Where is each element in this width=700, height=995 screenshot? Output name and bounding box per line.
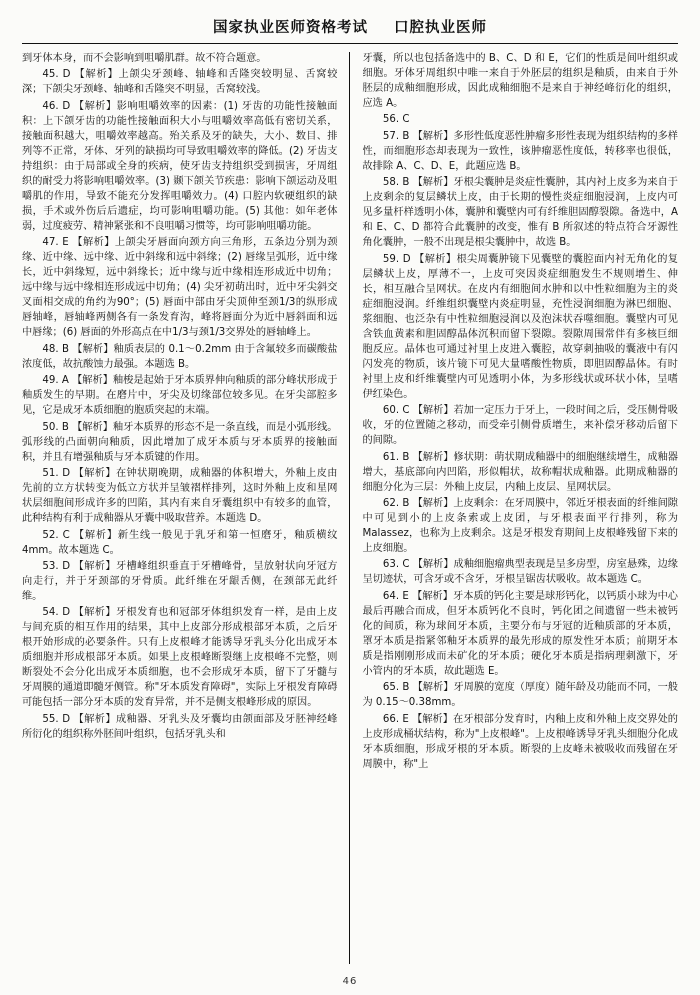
paragraph: 牙囊，所以也包括备选中的 B、C、D 和 E，它们的性质是间叶组织或细胞。牙体牙周组织中唯一来自于外胚层的组织是釉质，由来自于外胚层的成釉细胞形成，因此成釉细胞不是来自于神经峰衍化的组织，应选 A。 <box>362 53 678 109</box>
paragraph: 45. D 【解析】上颌尖牙颈峰、轴峰和舌隆突较明显、舌窝较深；下颌尖牙颈峰、轴峰和舌隆突不明显，舌窝较浅。 <box>22 69 338 96</box>
two-column-body <box>22 52 678 964</box>
paragraph: 60. C 【解析】若加一定压力于牙上，一段时间之后，受压侧骨吸收，牙的位置随之移动，而受牵引侧骨质增生，来补偿牙移动后留下的间隙。 <box>362 405 678 447</box>
paragraph: 49. A 【解析】釉梭是起始于牙本质界伸向釉质的部分峰状形成于釉质发生的早期。在磨片中，牙尖及切缘部位较多见。在牙尖部腔多见，它是成牙本质细胞的胞质突起的末端。 <box>22 375 338 417</box>
paragraph: 54. D 【解析】牙根发育也和冠部牙体组织发育一样，是由上皮与间充质的相互作用的结果，其中上皮部分形成根部牙本质，之后牙根开始形成的必要条件。只有上皮根峰才能诱导牙乳头分化出成牙本质细胞并形成根部牙本质。如果上皮根峰断裂继上皮根峰不完整，则断裂处不会分化出成牙本质细胞，也不会形成牙本质，留下了牙髓与牙周膜的通道即髓牙侧管。称"牙本质发育障碍"，实际上牙根发育障碍可能包括一部分牙本质的发育异常，并不是侧支根峰形成的原因。 <box>22 607 338 709</box>
paragraph: 47. E 【解析】上颌尖牙唇面向颈方向三角形，五条边分别为颈缘、近中缘、远中缘、近中斜缘和远中斜缘；(2) 唇缘呈弧形，近中缘长，近中斜缘短，远中斜缘长；近中缘与近中缘相连形成近中切角；远中缘与远中缘相连形成远中切角；(4) 尖牙初萌出时，近中牙尖斜交叉面相交成的角约为90°；(5) 唇面中部由牙尖顶伸至颈1/3的纵形成唇轴峰，唇轴峰两侧各有一条发育沟，峰将唇面分为近中唇斜面和远中唇缘；(6) 唇面的外形高点在中1/3与颈1/3交界处的唇轴峰上。 <box>22 237 338 339</box>
right-text-column <box>353 52 679 964</box>
header-title-left: 国家执业医师资格考试 <box>213 20 368 36</box>
paragraph: 到牙体本身，而不会影响到咀嚼肌群。故不符合题意。 <box>22 53 267 64</box>
paragraph: 62. B 【解析】上皮剩余：在牙周膜中，邻近牙根表面的纤维间隙中可见到小的上皮条索或上皮团，与牙根表面平行排列，称为 Malassez，也称为上皮剩余。这是牙根发育期间上皮根峰残留下来的上皮细胞。 <box>362 498 678 554</box>
header-divider <box>22 43 678 44</box>
page-header <box>22 16 678 43</box>
paragraph: 50. B 【解析】釉牙本质界的形态不是一条直线，而是小弧形线。弧形线的凸面朝向釉质，因此增加了成牙本质与牙本质界的接触面积，并且有增强釉质与牙本质键的作用。 <box>22 421 338 463</box>
paragraph: 66. E 【解析】在牙根部分发育时，内釉上皮和外釉上皮交界处的上皮形成桶状结构，称为"上皮根峰"。上皮根峰诱导牙乳头细胞分化成牙本质细胞，形成牙根的牙本质。断裂的上皮峰未被吸收而残留在牙周膜中，称"上 <box>362 713 678 770</box>
paragraph: 64. E 【解析】牙本质的钙化主要是球形钙化，以钙质小球为中心最后再融合而成，但牙本质钙化不良时，钙化团之间遗留一些未被钙化的间质，称为球间牙本质，主要分布与牙冠的近釉质部的牙本质，罩牙本质是指紧邻釉牙本质界的最先形成的原发性牙本质；前期牙本质是指刚刚形成而未矿化的牙本质；硬化牙本质是指病理刺激下，牙小管内的牙本质，故此题选 E。 <box>362 590 678 677</box>
paragraph: 58. B 【解析】牙根尖囊肿是炎症性囊肿，其内衬上皮多为来自于上皮剩余的复层鳞状上皮，由于长期的慢性炎症细胞浸润，上皮内可见多量杆样透明小体，囊肿和囊壁内可有纤维胆固醇裂隙。备选中，A 和 E、C、D 都符合此囊肿的改变，惟有 B 所叙述的特点符合牙源性角化囊肿，一般不出现是根尖囊肿中，故选 B。 <box>362 177 678 249</box>
paragraph: 59. D 【解析】根尖周囊肿镜下见囊壁的囊腔面内衬无角化的复层鳞状上皮，厚薄不一，上皮可突因炎症细胞发生不规则增生、伸长，相互融合呈网状。在皮内有细胞间水肿和以中性粒细胞为主的炎症细胞浸润。纤维组织囊壁内炎症明显，充性浸润细胞为淋巴细胞、浆细胞、也泛杂有中性粒细胞浸润以及泡沫状吞噬细胞。囊壁内可见含铁血黄素和胆固醇晶体沉积而留下裂隙。裂隙周围常伴有多核巨细胞反应。晶体也可通过衬里上皮进入囊腔，故穿刺抽吸的囊液中有闪闪发亮的物质，该片镜下可见大量嗜酸性物质，即胆固醇晶体。有时衬里上皮和纤维囊壁内可见透明小体，为多形线状或环状小体，呈嗜伊红染色。 <box>362 253 678 400</box>
paragraph: 65. B 【解析】牙周膜的宽度（厚度）随年龄及功能而不同，一般为 0.15～0.38mm。 <box>362 682 678 709</box>
page-footer <box>0 976 700 987</box>
left-text-column <box>22 52 346 964</box>
paragraph: 48. B 【解析】釉质表层的 0.1～0.2mm 由于含氟较多而碳酸盐浓度低，故抗酸蚀力最强。本题选 B。 <box>22 343 338 370</box>
paragraph: 57. B 【解析】多形性低度恶性肿瘤多形性表现为组织结构的多样性，而细胞形态却表现为一致性，该肿瘤恶性度低，转移率也很低，故排除 A、C、D、E，此题应选 B。 <box>362 130 678 172</box>
paragraph: 52. C 【解析】新生线一般见于乳牙和第一恒磨牙，釉质横纹 4mm。故本题选 C。 <box>22 529 338 556</box>
paragraph: 63. C 【解析】成釉细胞瘤典型表现是呈多房型，房室悬殊，边缘呈切迹状，可含牙或不含牙，牙根呈锯齿状吸收。故本题选 C。 <box>362 559 678 586</box>
paragraph: 51. D 【解析】在钟状期晚期，成釉器的体积增大，外釉上皮由先前的立方状转变为低立方状并呈皱褶样排列，这时外釉上皮和星网状层细胞间形成许多的凹陷，其内有来自牙囊组织中有较多的血管，此种结构有利于成釉器从牙囊中吸取营养。本题选 D。 <box>22 468 338 525</box>
page-number: 46 <box>342 976 358 987</box>
paragraph: 61. B 【解析】修状期：萌状期成釉器中的细胞继续增生，成釉器增大，基底部向内凹陷，形似帽状，故称帽状成釉器。此期成釉器的细胞分化为三层：外釉上皮层，内釉上皮层、星网状层。 <box>362 451 678 493</box>
header-title-right: 口腔执业医师 <box>394 20 487 36</box>
column-divider <box>349 52 350 964</box>
paragraph: 55. D 【解析】成釉器、牙乳头及牙囊均由颌面部及牙胚神经峰所衍化的组织称外胚间叶组织，包括牙乳头和 <box>22 713 338 740</box>
paragraph: 56. C <box>382 114 410 126</box>
paragraph: 53. D 【解析】牙槽峰组织垂直于牙槽峰骨，呈放射状向牙冠方向走行，并于牙颈部的牙骨质。此纤维在牙龈舌侧，在颈部无此纤维。 <box>22 560 338 602</box>
paragraph: 46. D 【解析】影响咀嚼效率的因素：(1) 牙齿的功能性接触面积：上下颌牙齿的功能性接触面积大小与咀嚼效率高低有密切关系，接触面积越大，咀嚼效率越高。殆关系及牙的缺失，大小、数目、排列等不正常，牙体、牙列的缺损均可导致咀嚼效率的降低。(2) 牙齿支持组织：由于局部或全身的疾病，使牙齿支持组织受到损害，牙周组织的耐受力将影响咀嚼效率。(3) 颞下颌关节疾患：影响下颌运动及咀嚼肌的作用，导致不能充分发挥咀嚼效力。(4) 口腔内软硬组织的缺损，手术或外伤后后遗症，均可影响咀嚼功能。(5) 其他：如年老体弱，过度疲劳、精神紧张和不良咀嚼习惯等，均可影响咀嚼功能。 <box>22 100 338 232</box>
